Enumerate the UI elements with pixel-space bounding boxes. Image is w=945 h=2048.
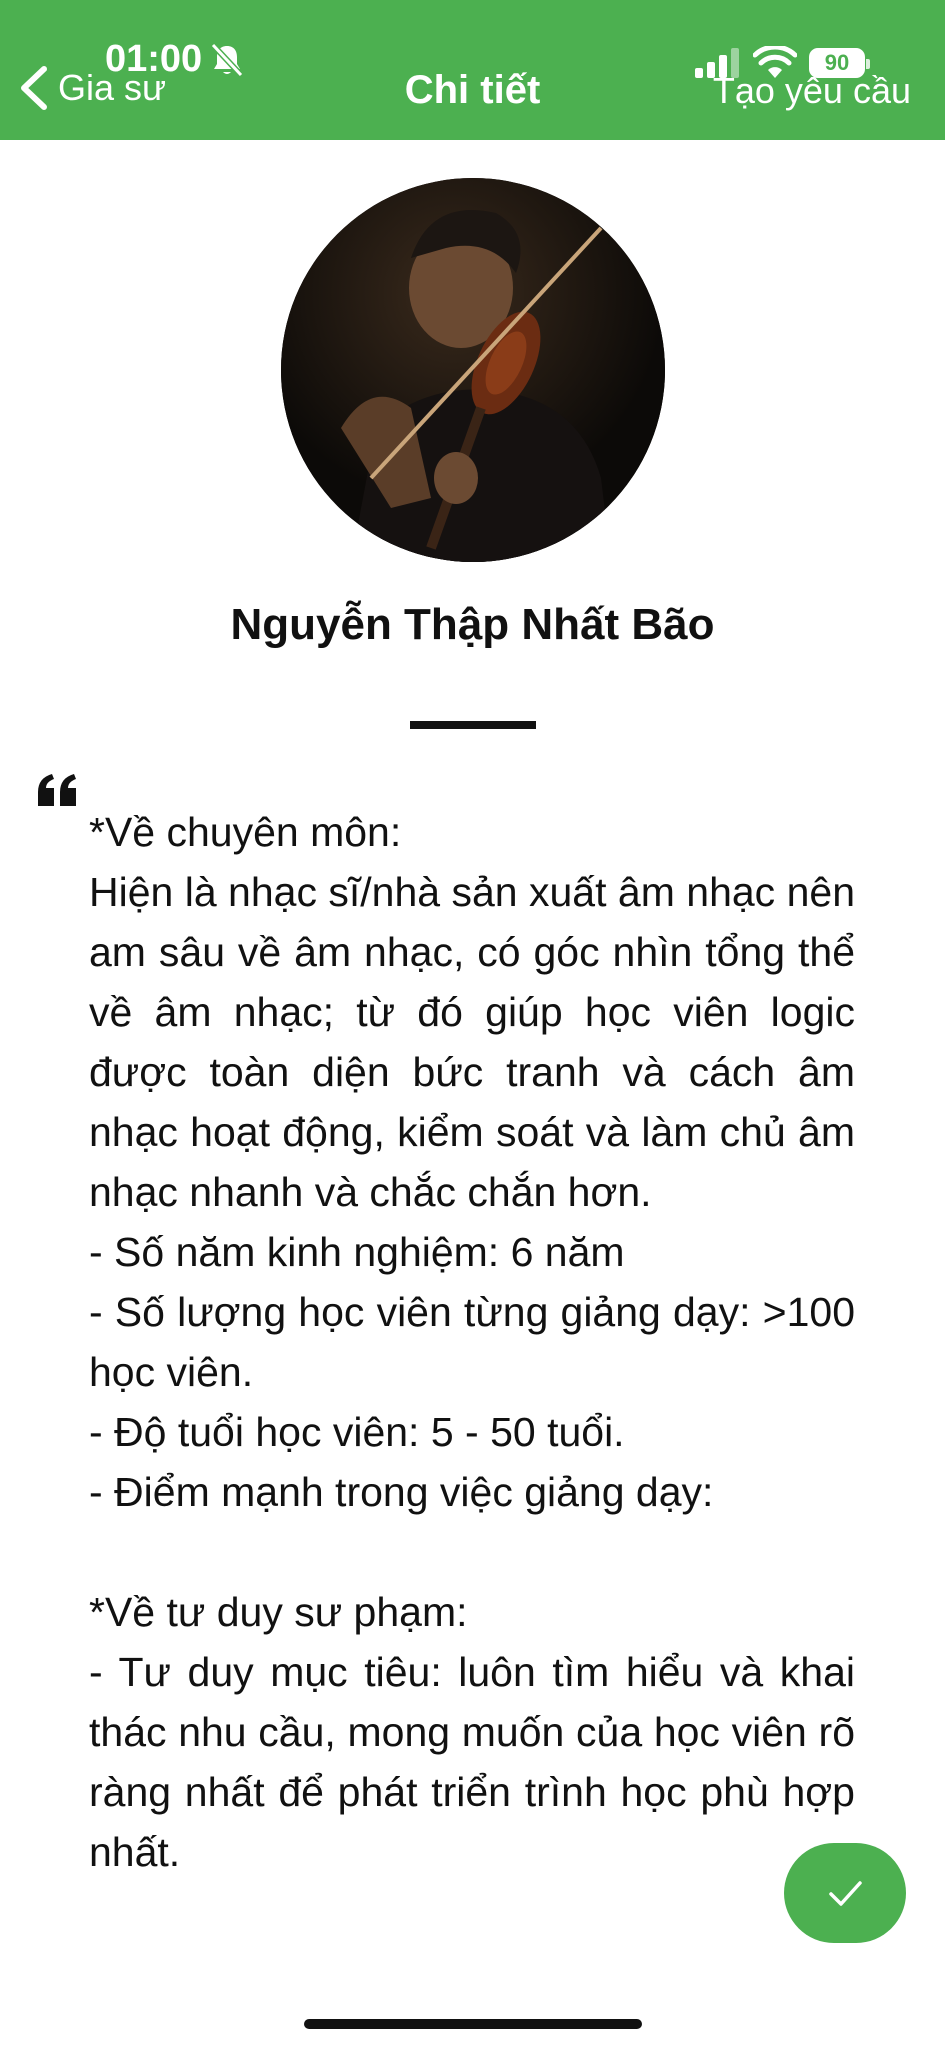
tutor-name: Nguyễn Thập Nhất Bão — [230, 600, 715, 649]
name-divider — [410, 721, 536, 729]
back-label: Gia sư — [58, 67, 167, 108]
bio-line: - Độ tuổi học viên: 5 - 50 tuổi. — [89, 1409, 625, 1455]
checkmark-icon — [823, 1871, 867, 1915]
time-text: 01:00 — [105, 38, 203, 80]
page-title: Chi tiết — [404, 68, 541, 112]
header-bar — [0, 0, 945, 140]
bio-line: *Về chuyên môn: — [89, 809, 402, 855]
bio-line — [89, 1522, 855, 1582]
bio-line: Hiện là nhạc sĩ/nhà sản xuất âm nhạc nên am sâu về âm nhạc, có góc nhìn tổng thể về âm nhạc; từ đó giúp học viên logic được toàn diện bức tranh và cách âm nhạc hoạt động, kiểm soát và làm chủ âm nhạc nhanh và chắc chắn hơn. — [89, 869, 855, 1215]
avatar-photo — [281, 178, 665, 562]
confirm-fab-button[interactable] — [784, 1843, 906, 1943]
battery-level: 90 — [824, 50, 850, 75]
bio-line: - Điểm mạnh trong việc giảng dạy: — [89, 1469, 714, 1515]
bio-line: - Tư duy mục tiêu: luôn tìm hiểu và khai thác nhu cầu, mong muốn của học viên rõ ràng nhất để phát triển trình học phù hợp nhất. — [89, 1649, 855, 1875]
tutor-bio — [89, 802, 855, 1882]
home-indicator[interactable] — [304, 2019, 642, 2029]
bio-line: - Số lượng học viên từng giảng dạy: >100 học viên. — [89, 1289, 855, 1395]
create-request-button[interactable]: Tạo yêu cầu — [712, 70, 911, 111]
tutor-avatar — [281, 178, 665, 562]
quote-icon — [36, 772, 80, 808]
bio-line: *Về tư duy sư phạm: — [89, 1589, 468, 1635]
bio-line: - Số năm kinh nghiệm: 6 năm — [89, 1229, 625, 1275]
